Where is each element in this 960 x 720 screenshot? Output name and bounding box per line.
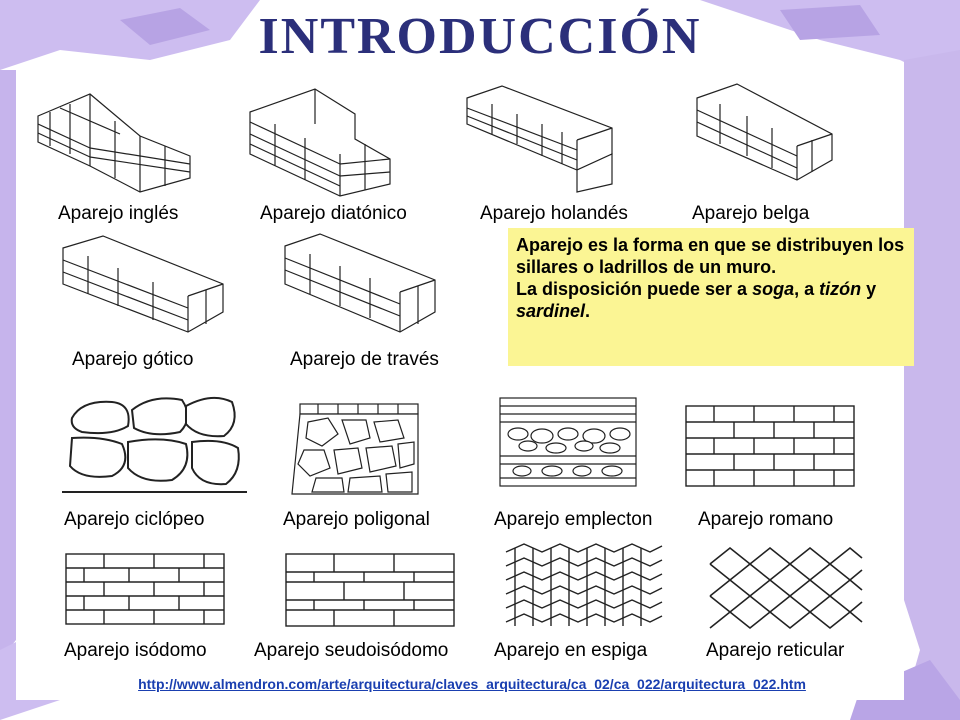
label-bond-isodomum: Aparejo isódomo bbox=[64, 640, 207, 661]
label-bond-reticulate: Aparejo reticular bbox=[706, 640, 845, 661]
note-definition: Aparejo es la forma en que se distribuyen los sillares o ladrillos de un muro. bbox=[516, 235, 905, 277]
bond-belgian-image bbox=[692, 80, 842, 188]
label-bond-herringbone: Aparejo en espiga bbox=[494, 640, 648, 661]
label-bond-polygonal: Aparejo poligonal bbox=[283, 509, 430, 530]
bond-isodomum-image bbox=[64, 552, 226, 628]
label-bond-gothic: Aparejo gótico bbox=[72, 349, 194, 370]
label-bond-pseudoisodomum: Aparejo seudoisódomo bbox=[254, 640, 449, 661]
bond-pseudoisodomum-image bbox=[284, 552, 456, 630]
bond-herringbone-image bbox=[504, 542, 664, 630]
bond-polygonal-image bbox=[288, 402, 423, 498]
label-bond-roman: Aparejo romano bbox=[698, 509, 834, 530]
bond-diatonic-image bbox=[245, 84, 395, 199]
page-title: INTRODUCCIÓN bbox=[258, 8, 702, 65]
label-bond-emplecton: Aparejo emplecton bbox=[494, 509, 653, 530]
bond-english-image bbox=[30, 86, 195, 196]
term-sardinel: sardinel bbox=[516, 301, 586, 321]
label-bond-cyclopean: Aparejo ciclópeo bbox=[64, 509, 205, 530]
bond-emplecton-image bbox=[498, 396, 638, 488]
note-disposition: La disposición puede ser a soga, a tizón y sardinel. bbox=[516, 279, 877, 321]
definition-note bbox=[508, 228, 914, 366]
label-bond-dutch: Aparejo holandés bbox=[480, 203, 628, 224]
bond-gothic-image bbox=[58, 234, 228, 338]
bond-through-image bbox=[280, 232, 440, 342]
label-bond-english: Aparejo inglés bbox=[58, 203, 179, 224]
source-link[interactable]: http://www.almendron.com/arte/arquitectura/claves_arquitectura/ca_02/ca_022/arquitectura_022.htm bbox=[138, 676, 806, 692]
bond-reticulate-image bbox=[706, 544, 866, 632]
term-tizon: tizón bbox=[819, 279, 862, 299]
bond-cyclopean-image bbox=[62, 388, 247, 496]
label-bond-through: Aparejo de través bbox=[290, 349, 439, 370]
bond-dutch-image bbox=[462, 84, 617, 194]
label-bond-belgian: Aparejo belga bbox=[692, 203, 810, 224]
bond-roman-image bbox=[684, 404, 856, 490]
term-soga: soga bbox=[752, 279, 795, 299]
label-bond-diatonic: Aparejo diatónico bbox=[260, 203, 407, 224]
